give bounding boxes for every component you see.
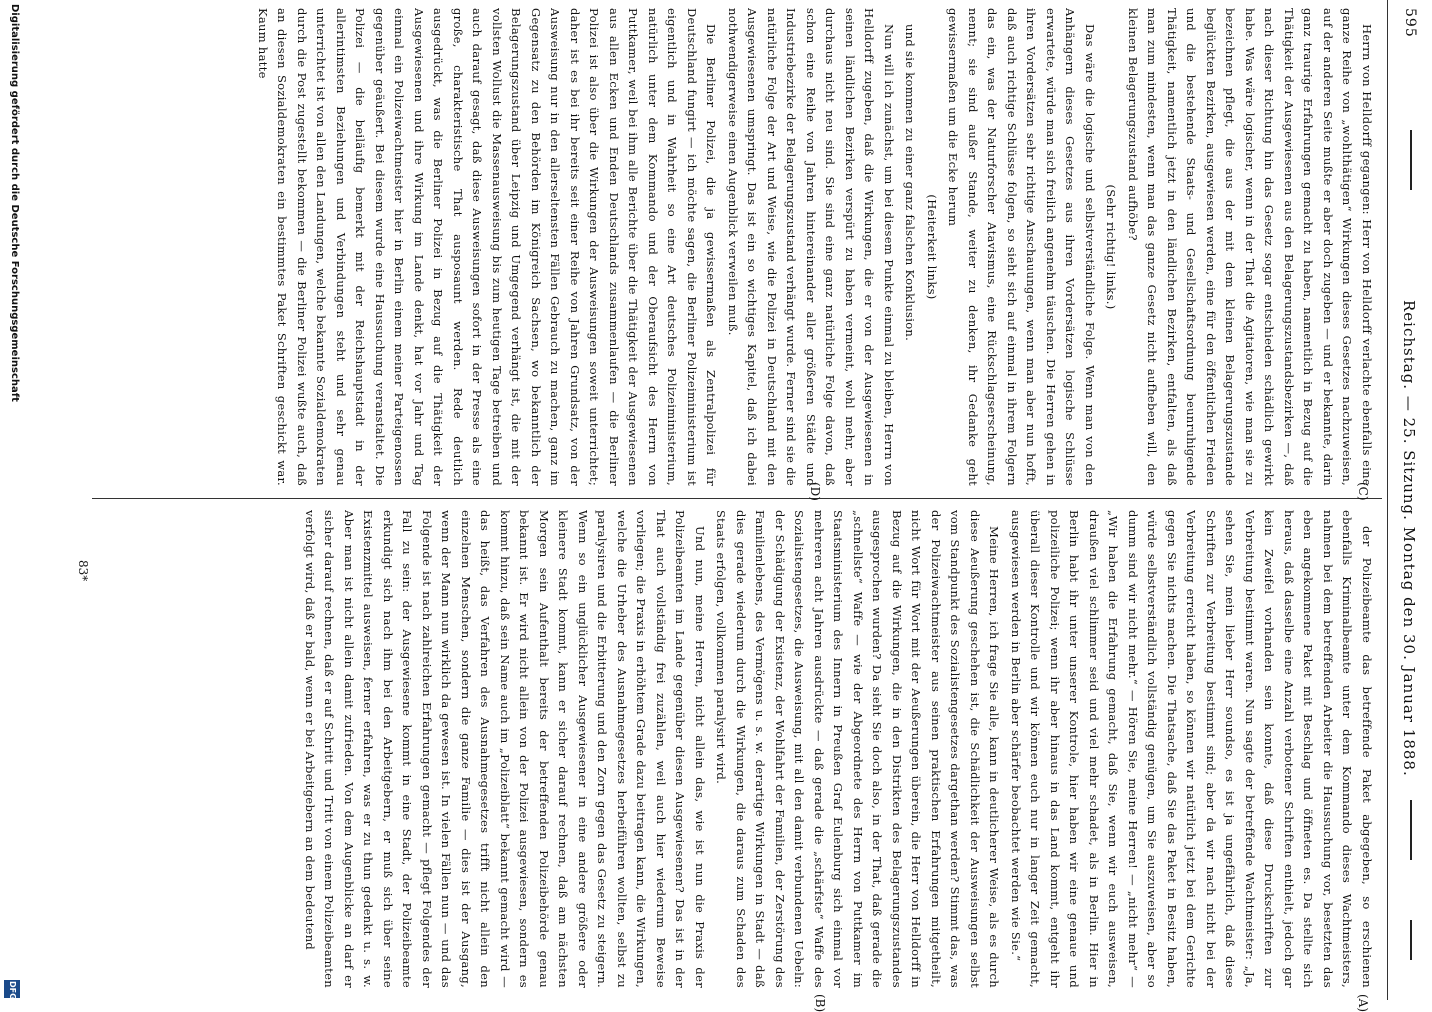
- paragraph: Nun will ich zunächst, um bei diesem Punkte einmal zu bleiben, Herrn von Helldorff zugeben, daß die Wirkungen, die er von der Ausgewiesenen in seinen ländlichen Bezirken verspürt zu haben vermeint, wohl mehr, aber durchaus nicht neu sind. Sie sind eine ganz natürliche Folge davon, daß schon eine Reihe von Jahren hintereinander aller größeren Städte und Industriebezirke der Belagerungszustand verhängt wurde. Ferner sind sie die natürliche Folge der Art und Weise, wie die Polizei in Deutschland mit den Ausgewiesenen umspringt. Das ist ein so wichtiges Kapitel, daß ich dabei nothwendigerweise einen Augenblick verweilen muß.: [726, 8, 896, 486]
- page-header: [1386, 0, 1432, 1000]
- paragraph: Meine Herren, ich frage Sie alle, kann in deutlicherer Weise, als es durch diese Aeußerung geschehen ist, die Schädlichkeit der Ausweisungen selbst vom Standpunkt des Sozialistengesetzes dargethan werden? Stimmt das, was der Polizeiwachtmeister aus seinen praktischen Erfahrungen mitgetheilt, nicht Wort für Wort mit der Aeußerungen überein, die Herr von Helldorff in Bezug auf die Wirkungen, die in den Distrikten des Belagerungszustandes ausgesprochen wurden? Da sieht Sie doch also, in der That, daß gerade die „schnellste“ Waffe — wie der Abgeordnete des Herrn von Puttkamer im Staatsministerium des Innern in Preußen Graf Eulenburg sich einmal vor mehreren acht Jahren ausdrückte — daß gerade die „schärfste“ Waffe des Sozialistengesetzes, die Ausweisung, mit all den damit verbundenen Uebeln: der Schädigung der Existenz, der Wohlfahrt der Familien, der Zerstörung des Familienlebens, des Vermögens u. s. w. derartige Wirkungen in Stadt — daß dies gerade wiederum durch die Wirkungen, die daraus zum Schaden des Staats erfolgen, vollkommen paralysirt wird.: [714, 510, 1002, 988]
- text-column-right: [46, 510, 1376, 988]
- header-rule: [1410, 130, 1412, 190]
- sheet-signature: 83*: [76, 560, 90, 582]
- paragraph: und sie kommen zu einer ganz falschen Konklusion.: [903, 24, 918, 342]
- margin-letter-d: (D): [808, 482, 822, 501]
- header-rule: [1410, 920, 1412, 960]
- dfg-logo: DFG: [4, 980, 20, 998]
- column-divider: [92, 498, 1382, 499]
- page-number: 595: [1402, 8, 1418, 38]
- running-title: Reichstag. — 25. Sitzung. Montag den 30. Januar 1888.: [1400, 300, 1418, 777]
- margin-letter-a: (A): [1356, 994, 1370, 1012]
- header-rule: [1410, 800, 1412, 860]
- paragraph: Das wäre die logische und selbstverständliche Folge. Wenn man von den Anhängern dieses Gesetzes aus ihren Vordersätzen logische Schlüsse erwartete, würde man sich freilich angenehm täuschen. Die Herren gehen in ihren Vordersätzen sehr richtige Anschauungen, wenn man aber nun hofft, daß auch richtige Schlüsse folgen, so sieht sich auf einmal in ihrem Folgern das ein, was der Naturforscher Atavismus, eine Rückschlagserscheinung, nennt; sie sind außer Stande, weiter zu denken, ihr Gedanke geht gewissermaßen um die Ecke herum: [946, 8, 1097, 486]
- digitization-note: Digitalisierung gefördert durch die Deutsche Forschungsgemeinschaft: [9, 4, 20, 402]
- margin-letter-b: (B): [813, 994, 827, 1012]
- interjection: (Sehr richtig! links.): [1104, 184, 1119, 310]
- interjection: (Heiterkeit links): [925, 194, 939, 300]
- paragraph: der Polizeibeamte das betreffende Paket abgegeben, so erschienen ebenfalls Kriminalbeamte unter dem Kommando dieses Wachtmeisters, nahmen bei dem betreffenden Arbeiter die Haussuchung vor, besetzten das eben angekommene Paket mit Beschlag und öffneten es. Da stellte sich heraus, daß dasselbe eine Anzahl verbotener Schriften enthielt, jedoch gar kein Zweifel vorhanden sein konnte, daß diese Druckschriften zur Verbreitung bestimmt waren. Nun sagte der betreffende Wachtmeister: „Ja, sehen Sie, mein lieber Herr soundso, es ist ja ungefährlich, daß diese Schriften zur Verbreitung bestimmt sind; aber da wir nach nicht bei der Verbreitung erreicht haben, so können wir natürlich jetzt bei dem Gerichte gegen Sie nichts machen. Die Thatsache, daß Sie das Paket in Besitz haben, würde selbstverständlich vollständig genügen, um Sie auszuweisen, aber so dumm sind wir nicht mehr.“ — Hören Sie, meine Herren! — „nicht mehr“ — „Wir haben die Erfahrung gemacht, daß Sie, wenn wir euch ausweisen, draußen viel schlimmer seid und viel mehr schadet, als in Berlin. Hier in Berlin habt ihr unter unserer Kontrole, hier haben wir eine genaue und polizeiliche Polizei; wenn ihr aber hinaus in das Land kommt, entgeht ihr überall dieser Kontrolle und wir können euch nur in langer Zeit gemacht, ausgewiesen werden in Berlin aber schärfer beobachtet werden wie Sie.“: [1009, 510, 1374, 988]
- paragraph: Die Berliner Polizei, die ja gewissermaßen als Zentralpolizei für Deutschland fungirt — ich möchte sagen, die Berliner Polizeiministerium ist eigentlich und in Wahrheit so eine Art deutsches Polizeiministerium, natürlich unter dem Kommando und der Oberaufsicht des Herrn von Puttkamer, weil bei ihm alle Berichte über die Thätigkeit der Ausgewiesenen aus allen Ecken und Enden Deutschlands zusammenlaufen — die Berliner Polizei ist also über die Wirkungen der Ausweisungen soweit unterrichtet; daher ist es bei ihr bereits seit einer Reihe von Jahren Grundsatz, von der Ausweisung nur in den allerseltensten Fällen Gebrauch zu machen, ganz im Gegensatz zu den Behörden im Königreich Sachsen, wo bekanntlich der Belagerungszustand über Leipzig und Umgegend verhängt ist, die mit der vollsten Wollust die Massenausweisung bis zum heutigen Tage betreiben und auch darauf gesagt, daß diese Ausweisungen sofort in der Presse als eine große, charakteristische That ausposaunt werden. Rede deutlich ausgedrückt, was die Berliner Polizei in Bezug auf die Thätigkeit der Ausgewiesenen und ihre Wirkung im Lande denkt, hat vor Jahr und Tag einmal ein Polizeiwachtmeister hier in Berlin einem meiner Parteigenossen gegenüber geäußert. Bei diesem wurde eine Haussuchung veranstaltet. Die Polizei — die beiläufig bemerkt mit der Reichshauptstadt in der allerintimsten Beziehungen und Verbindungen steht und sehr genau unterrichtet ist von allen den Landungen, welche bekannte Sozialdemokraten durch die Post zugestellt bekommen — die Berliner Polizei wußte auch, daß an diesen Sozialdemokraten ein bestimmtes Paket Schriften geschickt war. Kaum hatte: [256, 8, 719, 486]
- text-column-left: [46, 8, 1376, 486]
- paragraph: Und nun, meine Herren, nicht allein das, wie ist nun die Praxis der Polizeibeamten im Lande gegenüber diesen Ausgewiesenen? Das ist in der That auch vollständig frei zuzählen, weil auch hier wiederum Beweise vorliegen; die Praxis in erhöhtem Grade dazu beitragen kann, die Wirkungen, welche die Urheber des Ausnahmegesetzes herbeiführen wollten, selbst zu paralysiren und die Erbitterung und den Zorn gegen das Gesetz zu steigern. Wenn so ein unglücklicher Ausgewiesener in eine andere größere oder kleinere Stadt kommt, kann er sicher darauf rechnen, daß am nächsten Morgen sein Aufenthalt bereits der betreffenden Polizeibehörde genau bekannt ist. Er wird nicht allein von der Polizei ausgewiesen, sondern es kommt hinzu, daß sein Name auch im „Polizeiblatt“ bekannt gemacht wird — das heißt, das Verfahren des Ausnahmegesetzes trifft nicht allein den einzelnen Menschen, sondern die ganze Familie — dies ist der Ausgang, wenn der Mann nun wirklich da gewesen ist. In vielen Fällen nun — und das Folgende ist nach zahlreichen Erfahrungen gemacht — pflegt Folgendes der Fall zu sein: der Ausgewiesene kommt in eine Stadt, der Polizeibeamte erkundigt sich nach ihm bei den Arbeitgebern, er muß sich über seine Existenzmittel ausweisen, ferner erfahren, was er zu thun gedenkt u. s. w. Aber man ist nicht allein damit zufrieden. Von dem Augenblicke an darf er sicher darauf rechnen, daß er auf Schritt und Tritt von einem Polizeibeamten verfolgt wird, daß er bald, wenn er bei Arbeitgebern an dem bedeutend: [303, 510, 707, 988]
- paragraph: Herrn von Helldorff gegangen: Herr von Helldorff verlachte ebenfalls eine ganze Reihe von „wohlthätigen“ Wirkungen dieses Gesetzes nachzuweisen, auf der anderen Seite mußte er aber doch zugeben — und er bekannte, darin ganz traurige Erfahrungen gemacht zu haben, namentlich in Bezug auf die Thätigkeit der Ausgewiesenen aus den Belagerungszustandsbezirken —, daß nach dieser Richtung hin das Gesetz sogar entschieden schädlich gewirkt habe. Was wäre logischer, wenn in der That die Agitatoren, wie man sie zu bezeichnen pflegt, die aus der mit dem kleinen Belagerungszustande beglückten Bezirken, ausgewiesen werden, eine für den öffentlichen Frieden und die bestehende Staats- und Gesellschaftsordnung beunruhigende Thätigkeit, namentlich jetzt in den ländlichen Bezirken, entfalten, als daß man zum mindesten, wenn man das ganze Gesetz nicht aufheben will, den kleinen Belagerungszustand aufhöbe?: [1126, 8, 1374, 486]
- margin-letter-c: (C): [1356, 482, 1370, 501]
- header-divider: [1387, 0, 1388, 1000]
